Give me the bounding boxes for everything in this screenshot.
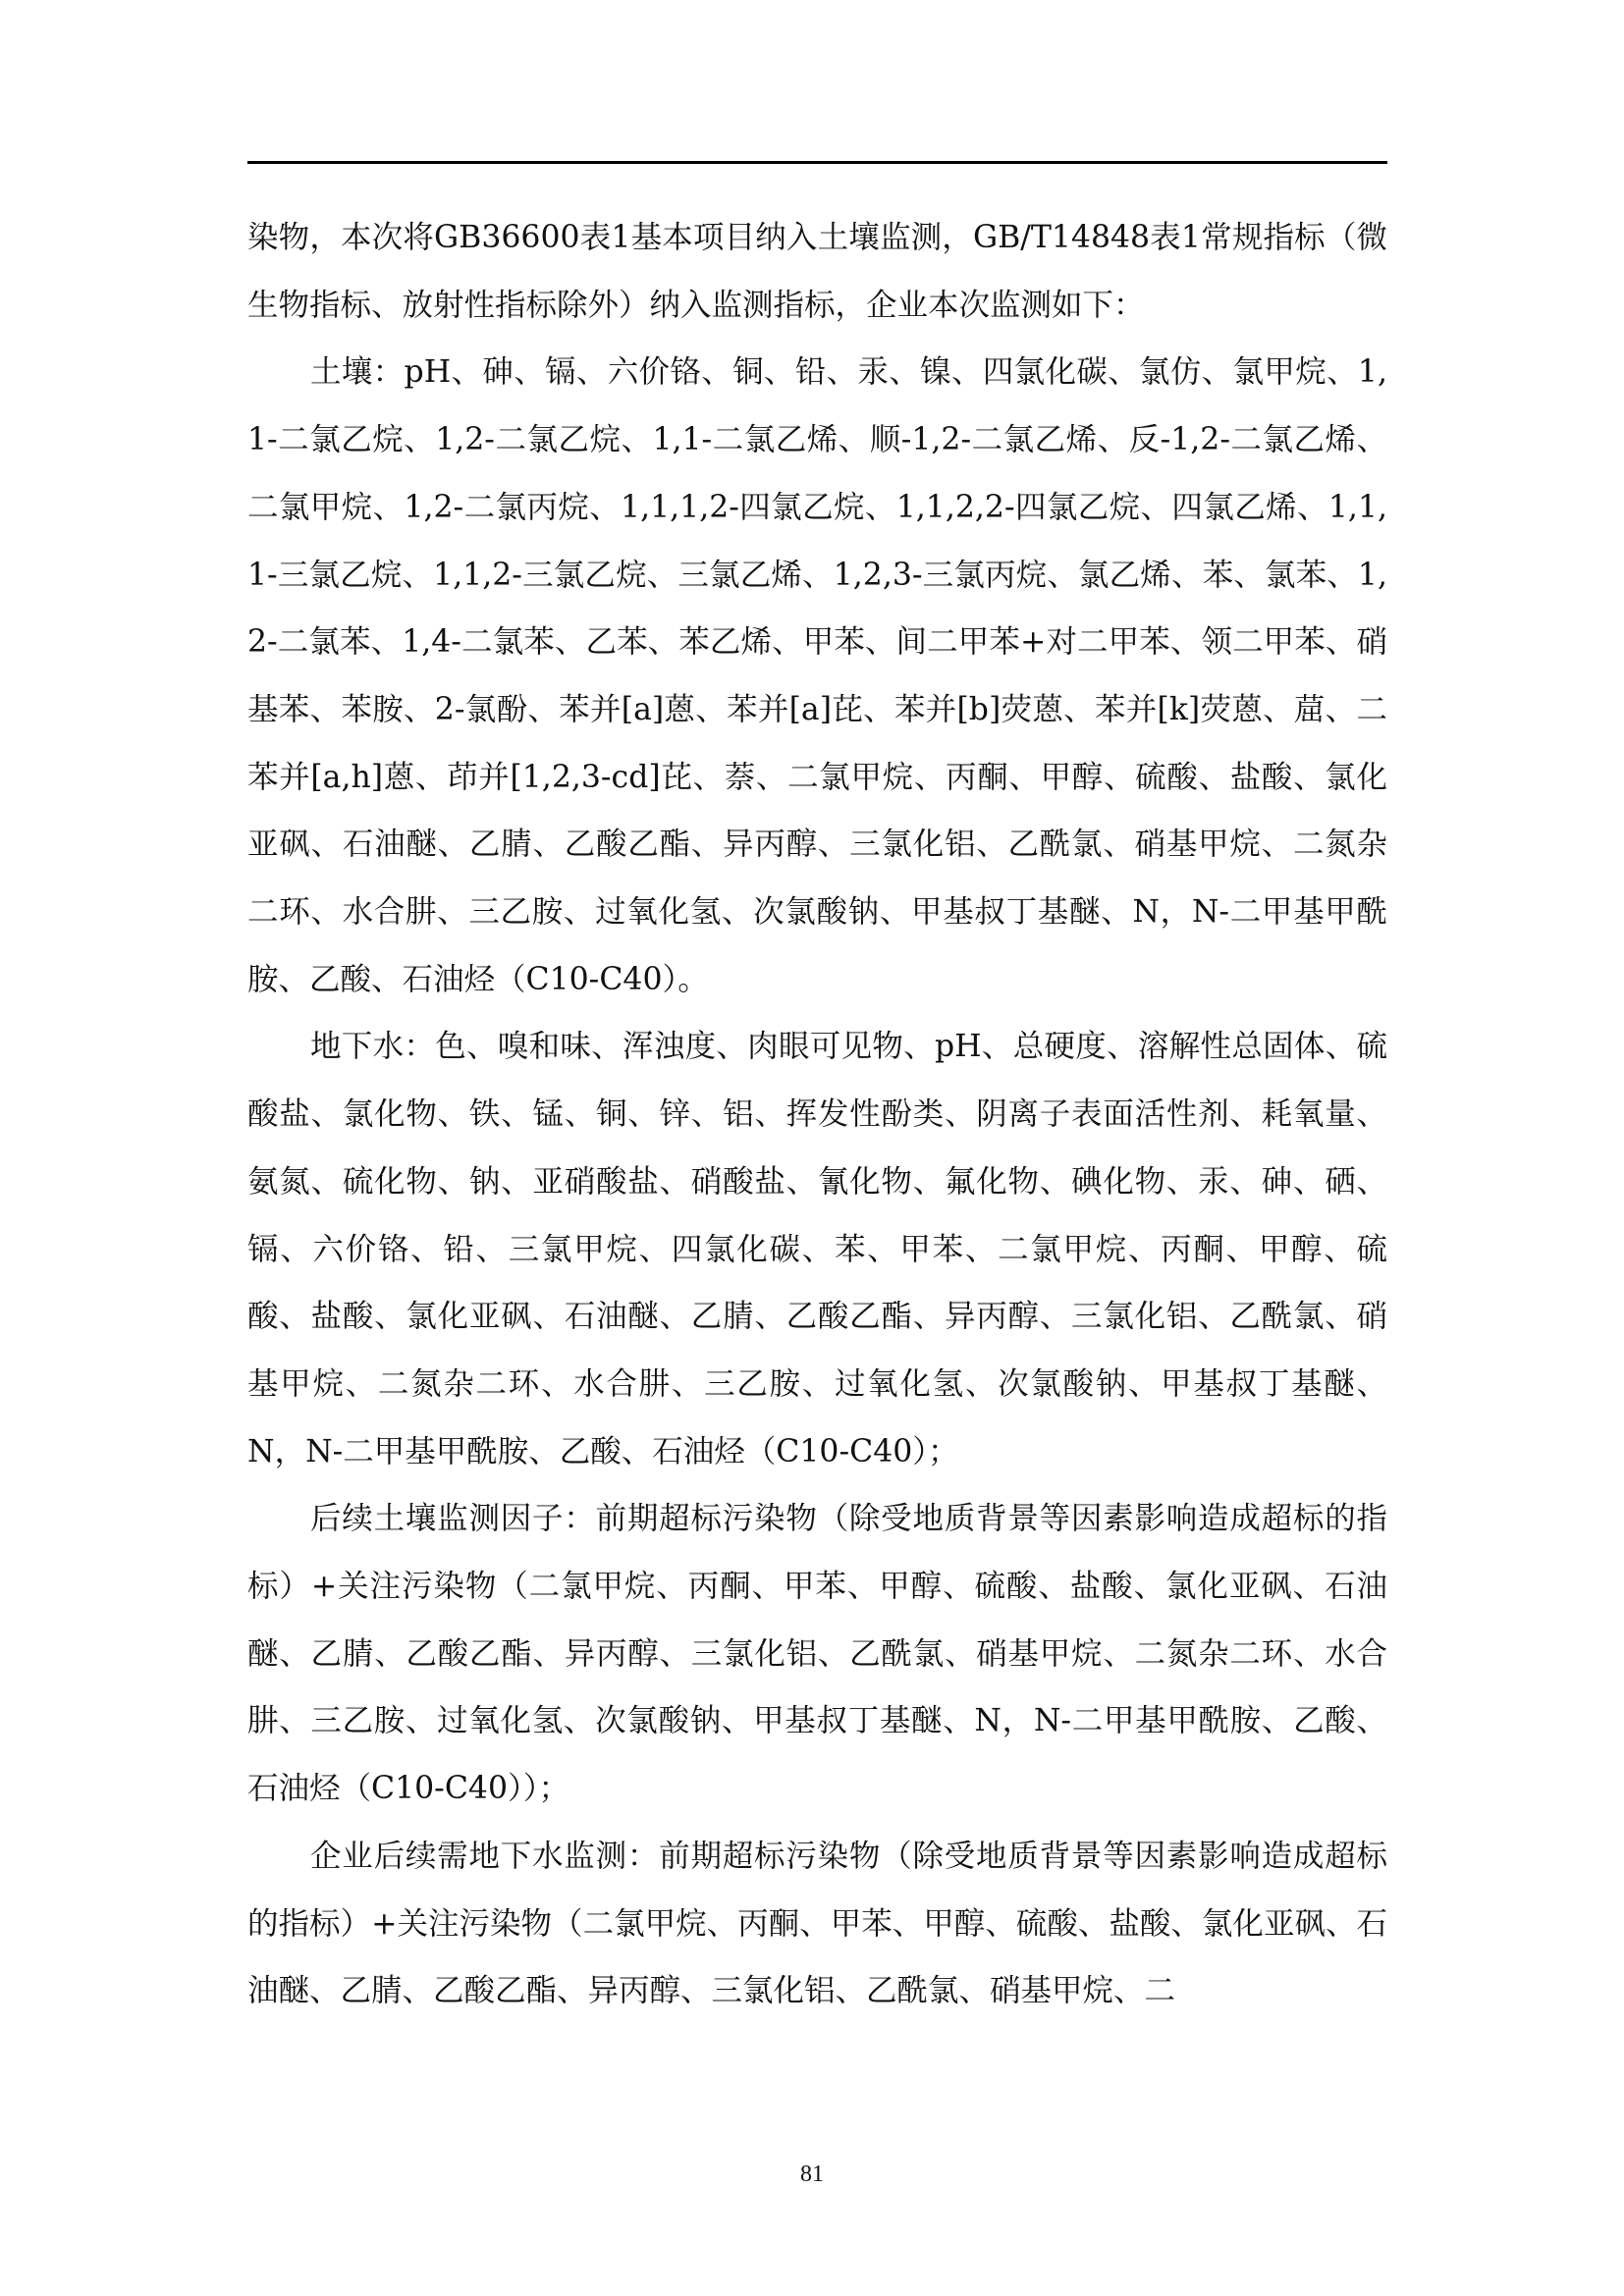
- header-rule: [247, 161, 1387, 164]
- paragraph-soil-monitoring: 土壤：pH、砷、镉、六价铬、铜、铅、汞、镍、四氯化碳、氯仿、氯甲烷、1,1-二氯乙烷、1,2-二氯乙烷、1,1-二氯乙烯、顺-1,2-二氯乙烯、反-1,2-二氯乙烯、二氯甲烷、1,2-二氯丙烷、1,1,1,2-四氯乙烷、1,1,2,2-四氯乙烷、四氯乙烯、1,1,1-三氯乙烷、1,1,2-三氯乙烷、三氯乙烯、1,2,3-三氯丙烷、氯乙烯、苯、氯苯、1,2-二氯苯、1,4-二氯苯、乙苯、苯乙烯、甲苯、间二甲苯+对二甲苯、领二甲苯、硝基苯、苯胺、2-氯酚、苯并[a]蒽、苯并[a]芘、苯并[b]荧蒽、苯并[k]荧蒽、䓛、二苯并[a,h]蒽、茚并[1,2,3-cd]芘、萘、二氯甲烷、丙酮、甲醇、硫酸、盐酸、氯化亚砜、石油醚、乙腈、乙酸乙酯、异丙醇、三氯化铝、乙酰氯、硝基甲烷、二氮杂二环、水合肼、三乙胺、过氧化氢、次氯酸钠、甲基叔丁基醚、N，N-二甲基甲酰胺、乙酸、石油烃（C10-C40）。: [247, 354, 1387, 997]
- paragraph-followup-groundwater: 企业后续需地下水监测：前期超标污染物（除受地质背景等因素影响造成超标的指标）+关注污染物（二氯甲烷、丙酮、甲苯、甲醇、硫酸、盐酸、氯化亚砜、石油醚、乙腈、乙酸乙酯、异丙醇、三氯化铝、乙酰氯、硝基甲烷、二: [247, 1838, 1387, 2009]
- paragraph-continuation: 染物，本次将GB36600表1基本项目纳入土壤监测，GB/T14848表1常规指标（微生物指标、放射性指标除外）纳入监测指标，企业本次监测如下：: [247, 220, 1387, 323]
- page-number: 81: [800, 2162, 824, 2187]
- paragraph-followup-soil: 后续土壤监测因子：前期超标污染物（除受地质背景等因素影响造成超标的指标）+关注污染物（二氯甲烷、丙酮、甲苯、甲醇、硫酸、盐酸、氯化亚砜、石油醚、乙腈、乙酸乙酯、异丙醇、三氯化铝、乙酰氯、硝基甲烷、二氮杂二环、水合肼、三乙胺、过氧化氢、次氯酸钠、甲基叔丁基醚、N，N-二甲基甲酰胺、乙酸、石油烃（C10-C40））；: [247, 1501, 1387, 1807]
- body-text: [247, 204, 1387, 2025]
- paragraph-groundwater-monitoring: 地下水：色、嗅和味、浑浊度、肉眼可见物、pH、总硬度、溶解性总固体、硫酸盐、氯化物、铁、锰、铜、锌、铝、挥发性酚类、阴离子表面活性剂、耗氧量、氨氮、硫化物、钠、亚硝酸盐、硝酸盐、氰化物、氟化物、碘化物、汞、砷、硒、镉、六价铬、铅、三氯甲烷、四氯化碳、苯、甲苯、二氯甲烷、丙酮、甲醇、硫酸、盐酸、氯化亚砜、石油醚、乙腈、乙酸乙酯、异丙醇、三氯化铝、乙酰氯、硝基甲烷、二氮杂二环、水合肼、三乙胺、过氧化氢、次氯酸钠、甲基叔丁基醚、N，N-二甲基甲酰胺、乙酸、石油烃（C10-C40）；: [247, 1029, 1387, 1469]
